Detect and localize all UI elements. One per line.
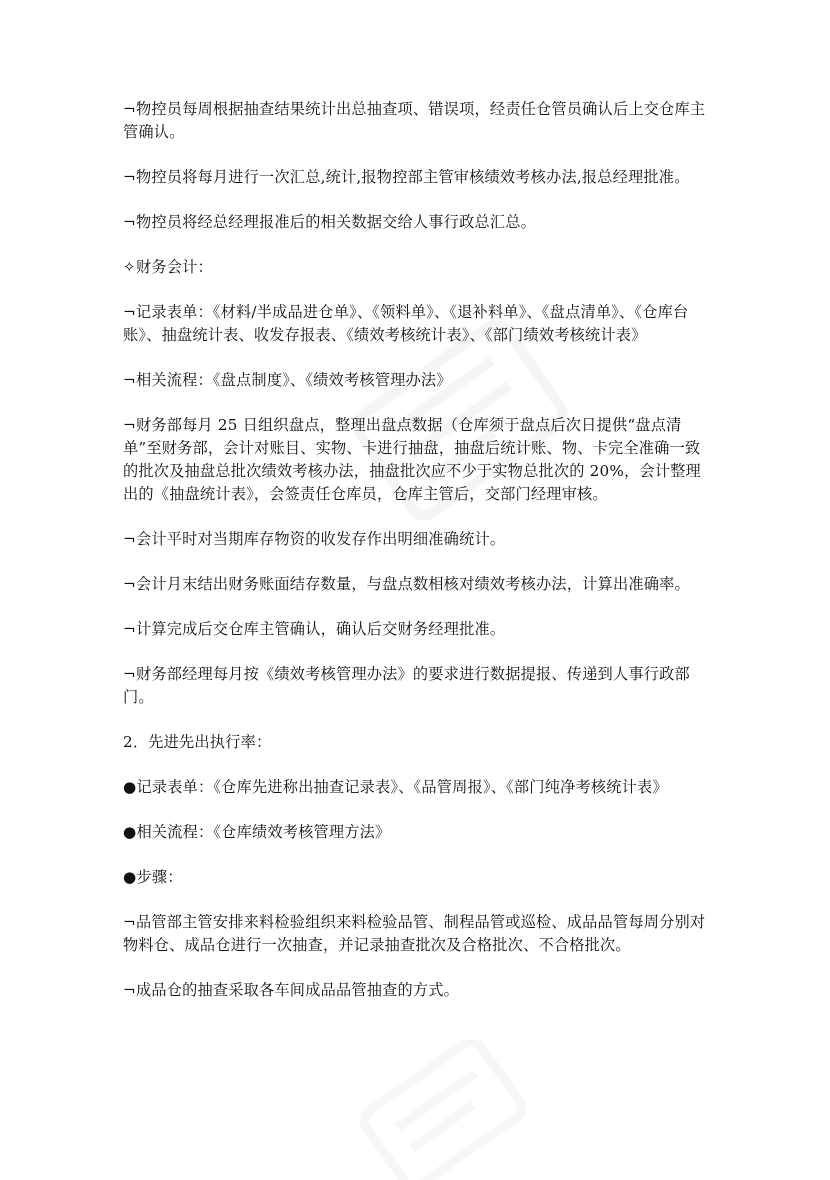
bullet-marker: ¬ [123,100,136,118]
bullet-marker: ¬ [123,665,136,683]
paragraph [123,979,708,1002]
paragraph [123,618,708,641]
paragraph-text: 财务部每月 25 日组织盘点，整理出盘点数据（仓库须于盘点后次日提供“盘点清单”至财务部，会计对账目、实物、卡进行抽盘，抽盘后统计账、物、卡完全准确一致的批次及抽盘总批次绩效考核办法，抽盘批次应不少于实物总批次的 20%，会计整理出的《抽盘统计表》，会签责任仓库员，仓库主管后，交部门经理审核。 [123,416,701,503]
paragraph [123,911,708,957]
paragraph-text: 会计月末结出财务账面结存数量，与盘点数相核对绩效考核办法，计算出准确率。 [135,575,690,593]
paragraph-text: 物控员将经总经理报准后的相关数据交给人事行政总汇总。 [135,213,537,231]
paragraph [123,866,708,889]
paragraph-text: 相关流程：《仓库绩效考核管理方法》 [136,823,391,841]
paragraph [123,166,708,189]
paragraph-text: 物控员将每月进行一次汇总,统计,报物控部主管审核绩效考核办法,报总经理批准。 [135,168,690,186]
bullet-marker: ¬ [123,575,136,593]
bullet-marker: ¬ [123,530,136,548]
paragraph-text: 相关流程：《盘点制度》、《绩效考核管理办法》 [135,371,452,389]
paragraph [123,776,708,799]
paragraph [123,369,708,392]
paragraph-text: 财务会计： [135,258,213,276]
bullet-dot-icon: ● [123,778,137,796]
bullet-marker: ¬ [123,913,136,931]
paragraph-text: 财务部经理每月按《绩效考核管理办法》的要求进行数据提报、传递到人事行政部门。 [123,665,690,706]
bullet-dot-icon: ● [123,823,137,841]
paragraph-text: 物控员每周根据抽查结果统计出总抽查项、错误项，经责任仓管员确认后上交仓库主管确认。 [123,100,706,141]
bullet-marker: ¬ [123,371,136,389]
watermark-icon [340,1040,540,1180]
section-heading [123,256,708,279]
paragraph [123,663,708,709]
bullet-marker: ¬ [123,620,136,638]
paragraph [123,821,708,844]
paragraph [123,528,708,551]
document-body [123,98,708,1024]
paragraph [123,573,708,596]
paragraph [123,98,708,144]
paragraph-text: 步骤： [136,868,183,886]
paragraph-text: 2．先进先出执行率： [123,733,272,751]
bullet-marker: ¬ [123,303,136,321]
paragraph-text: 记录表单：《仓库先进称出抽查记录表》、《品管周报》、《部门纯净考核统计表》 [136,778,668,796]
paragraph-text: 会计平时对当期库存物资的收发存作出明细准确统计。 [135,530,506,548]
diamond-marker-icon: ✧ [123,258,136,276]
paragraph-text: 记录表单：《材料/半成品进仓单》、《领料单》、《退补料单》、《盘点清单》、《仓库台账》、抽盘统计表、收发存报表、《绩效考核统计表》、《部门绩效考核统计表》 [123,303,689,344]
bullet-marker: ¬ [123,213,136,231]
paragraph [123,414,708,506]
bullet-marker: ¬ [123,416,136,434]
paragraph [123,211,708,234]
paragraph-text: 品管部主管安排来料检验组织来料检验品管、制程品管或巡检、成品品管每周分别对物料仓、成品仓进行一次抽查，并记录抽查批次及合格批次、不合格批次。 [123,913,706,954]
bullet-marker: ¬ [123,168,136,186]
section-heading [123,731,708,754]
paragraph-text: 成品仓的抽查采取各车间成品品管抽查的方式。 [135,981,460,999]
paragraph [123,301,708,347]
paragraph-text: 计算完成后交仓库主管确认，确认后交财务经理批准。 [135,620,506,638]
bullet-marker: ¬ [123,981,136,999]
bullet-dot-icon: ● [123,868,137,886]
